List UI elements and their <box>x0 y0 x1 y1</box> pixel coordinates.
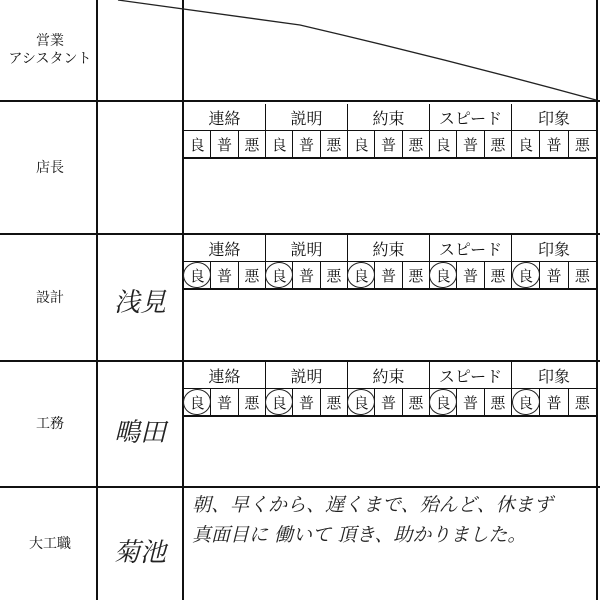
grade-group <box>512 389 596 415</box>
grade-row <box>184 262 596 290</box>
grade-option-selected[interactable]: 良 <box>430 389 457 415</box>
name-design: 浅見 <box>113 287 166 318</box>
grade-option[interactable]: 普 <box>375 262 402 288</box>
grade-option[interactable]: 普 <box>375 389 402 415</box>
grade-group <box>512 262 596 288</box>
grade-option[interactable]: 悪 <box>574 135 590 154</box>
grade-option[interactable]: 悪 <box>490 393 506 412</box>
category-header: スピード <box>430 235 512 261</box>
grade-option[interactable]: 普 <box>293 389 320 415</box>
grade-option[interactable]: 悪 <box>408 135 424 154</box>
grade-group <box>266 262 348 288</box>
category-row <box>184 235 596 262</box>
grade-group <box>348 262 430 288</box>
category-header: 約束 <box>348 362 430 388</box>
grade-option[interactable]: 悪 <box>574 393 590 412</box>
category-header: 印象 <box>537 239 570 259</box>
grade-group <box>430 131 512 157</box>
name-construction: 鴫田 <box>113 417 166 448</box>
grade-option-selected[interactable]: 良 <box>512 262 540 288</box>
role-sales-assistant: 営業 アシスタント <box>8 33 92 67</box>
role-store-manager: 店長 <box>36 159 64 176</box>
grade-option[interactable]: 悪 <box>326 393 342 412</box>
grade-option[interactable]: 普 <box>293 262 320 288</box>
category-header: 連絡 <box>184 362 266 388</box>
grade-option[interactable]: 普 <box>375 131 402 157</box>
grade-option-selected[interactable]: 良 <box>430 262 457 288</box>
comment-line-1: 朝、早くから、遅くまで、殆んど、休まず <box>192 494 553 516</box>
grade-option-selected[interactable]: 良 <box>348 262 375 288</box>
evaluation-design <box>184 235 596 290</box>
category-header: スピード <box>430 104 512 130</box>
grade-option-selected[interactable]: 良 <box>266 262 293 288</box>
grade-option[interactable]: 悪 <box>574 266 590 285</box>
category-header: 印象 <box>537 108 570 128</box>
grade-option[interactable]: 悪 <box>490 266 506 285</box>
grade-group <box>184 262 266 288</box>
grade-option[interactable]: 普 <box>457 262 484 288</box>
grade-option-selected[interactable]: 良 <box>512 389 540 415</box>
grade-option[interactable]: 悪 <box>408 266 424 285</box>
grade-option[interactable]: 悪 <box>490 135 506 154</box>
grade-option[interactable]: 悪 <box>244 135 260 154</box>
evaluation-store-manager <box>184 104 596 159</box>
role-carpenter: 大工職 <box>29 536 71 552</box>
grade-option[interactable]: 悪 <box>244 266 260 285</box>
category-row <box>184 362 596 389</box>
grade-option[interactable]: 悪 <box>326 266 342 285</box>
grade-group <box>430 389 512 415</box>
grade-group <box>348 389 430 415</box>
category-header: 説明 <box>266 362 348 388</box>
carpenter-comment <box>192 490 592 550</box>
grade-group <box>266 389 348 415</box>
grade-option[interactable]: 普 <box>457 131 484 157</box>
grade-group <box>512 131 596 157</box>
grade-option[interactable]: 悪 <box>326 135 342 154</box>
grade-option-selected[interactable]: 良 <box>184 389 211 415</box>
comment-line-2: 真面目に 働いて 頂き、助かりました。 <box>192 524 527 546</box>
evaluation-construction <box>184 362 596 417</box>
grade-group <box>184 131 266 157</box>
grade-row <box>184 389 596 417</box>
role-construction: 工務 <box>36 416 64 432</box>
grade-option[interactable]: 普 <box>457 389 484 415</box>
grade-option-selected[interactable]: 良 <box>184 262 211 288</box>
name-carpenter: 菊池 <box>113 537 166 568</box>
grade-option[interactable]: 良 <box>184 131 211 157</box>
grade-option[interactable]: 普 <box>293 131 320 157</box>
grade-option[interactable]: 良 <box>348 131 375 157</box>
grade-option[interactable]: 良 <box>266 131 293 157</box>
category-header: スピード <box>430 362 512 388</box>
grade-option[interactable]: 普 <box>211 262 238 288</box>
category-header: 約束 <box>348 235 430 261</box>
category-row <box>184 104 596 131</box>
grade-option[interactable]: 良 <box>430 131 457 157</box>
category-header: 印象 <box>537 366 570 386</box>
grade-option[interactable]: 悪 <box>408 393 424 412</box>
grade-option[interactable]: 普 <box>211 389 238 415</box>
grade-option[interactable]: 普 <box>211 131 238 157</box>
grade-option[interactable]: 普 <box>540 131 568 157</box>
grade-option-selected[interactable]: 良 <box>348 389 375 415</box>
role-design: 設計 <box>36 289 64 306</box>
grade-group <box>266 131 348 157</box>
grade-option[interactable]: 普 <box>540 262 568 288</box>
category-header: 連絡 <box>184 235 266 261</box>
grade-group <box>184 389 266 415</box>
category-header: 説明 <box>266 104 348 130</box>
grade-option[interactable]: 普 <box>540 389 568 415</box>
grade-option-selected[interactable]: 良 <box>266 389 293 415</box>
category-header: 説明 <box>266 235 348 261</box>
grade-option[interactable]: 良 <box>512 131 540 157</box>
grade-group <box>348 131 430 157</box>
category-header: 約束 <box>348 104 430 130</box>
category-header: 連絡 <box>184 104 266 130</box>
grade-option[interactable]: 悪 <box>244 393 260 412</box>
grade-group <box>430 262 512 288</box>
grade-row <box>184 131 596 159</box>
